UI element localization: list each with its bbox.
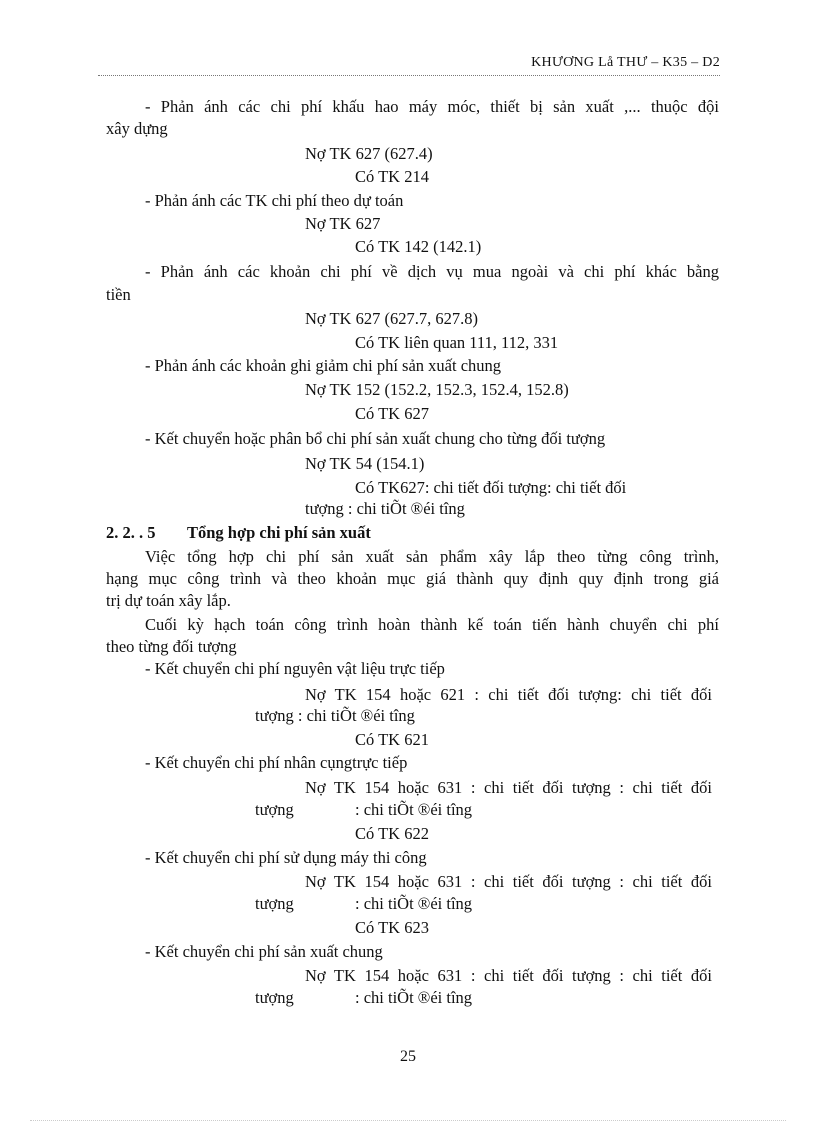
text-line: - Kết chuyển chi phí sử dụng máy thi công xyxy=(145,848,427,867)
journal-entry-debit: Nợ TK 154 hoặc 621 : chi tiết đối tượng: chi tiết đối xyxy=(305,685,712,704)
journal-entry-credit: Có TK 622 xyxy=(355,824,429,843)
section-number: 2. 2. . 5 xyxy=(106,523,156,542)
footer-divider xyxy=(30,1120,786,1121)
text-line: tượng xyxy=(255,988,294,1007)
text-line: - Phản ánh các chi phí khấu hao máy móc, thiết bị sản xuất ,... thuộc đội xyxy=(145,97,719,116)
text-line: - Phản ánh các khoản chi phí về dịch vụ mua ngoài và chi phí khác bằng xyxy=(145,262,719,281)
header-divider xyxy=(98,75,720,76)
journal-entry-credit: Có TK 142 (142.1) xyxy=(355,237,482,256)
page-number: 25 xyxy=(400,1048,416,1065)
journal-entry-credit: Có TK 214 xyxy=(355,167,429,186)
journal-entry-debit: Nợ TK 627 (627.7, 627.8) xyxy=(305,309,478,328)
paragraph-line: Cuối kỳ hạch toán công trình hoàn thành kế toán tiến hành chuyển chi phí xyxy=(145,615,719,634)
text-line: tượng : chi tiÕt ®éi tîng xyxy=(305,499,465,518)
text-line: tượng xyxy=(255,800,294,819)
journal-entry-credit: Có TK 627 xyxy=(355,404,429,423)
running-header: KHƯƠNG Lå THƯ – K35 – D2 xyxy=(531,55,720,70)
journal-entry-debit: Nợ TK 154 hoặc 631 : chi tiết đối tượng : chi tiết đối xyxy=(305,872,712,891)
paragraph-line: Việc tổng hợp chi phí sản xuất sản phẩm xây lắp theo từng công trình, xyxy=(145,547,719,566)
journal-entry-credit: Có TK liên quan 111, 112, 331 xyxy=(355,333,559,352)
text-line: tượng xyxy=(255,894,294,913)
text-line: : chi tiÕt ®éi tîng xyxy=(355,800,473,819)
journal-entry-debit: Nợ TK 627 xyxy=(305,214,381,233)
text-line: - Kết chuyển hoặc phân bổ chi phí sản xuất chung cho từng đối tượng xyxy=(145,429,606,448)
journal-entry-credit: Có TK627: chi tiết đối tượng: chi tiết đối xyxy=(355,478,627,497)
journal-entry-debit: Nợ TK 152 (152.2, 152.3, 152.4, 152.8) xyxy=(305,380,569,399)
journal-entry-debit: Nợ TK 154 hoặc 631 : chi tiết đối tượng : chi tiết đối xyxy=(305,966,712,985)
section-heading: Tổng hợp chi phí sản xuất xyxy=(187,523,371,542)
journal-entry-credit: Có TK 621 xyxy=(355,730,429,749)
text-line: tiền xyxy=(106,285,131,304)
paragraph-line: hạng mục công trình và theo khoản mục giá thành quy định quy định trong giá xyxy=(106,569,719,588)
text-line: tượng : chi tiÕt ®éi tîng xyxy=(255,706,415,725)
text-line: - Phản ánh các khoản ghi giảm chi phí sản xuất chung xyxy=(145,356,502,375)
journal-entry-credit: Có TK 623 xyxy=(355,918,429,937)
text-line: xây dựng xyxy=(106,119,168,138)
text-line: - Kết chuyển chi phí sản xuất chung xyxy=(145,942,383,961)
journal-entry-debit: Nợ TK 154 hoặc 631 : chi tiết đối tượng : chi tiết đối xyxy=(305,778,712,797)
text-line: : chi tiÕt ®éi tîng xyxy=(355,988,473,1007)
paragraph-line: trị dự toán xây lắp. xyxy=(106,591,231,610)
text-line: - Kết chuyển chi phí nhân cụngtrực tiếp xyxy=(145,753,408,772)
paragraph-line: theo từng đối tượng xyxy=(106,637,237,656)
journal-entry-debit: Nợ TK 54 (154.1) xyxy=(305,454,425,473)
text-line: : chi tiÕt ®éi tîng xyxy=(355,894,473,913)
journal-entry-debit: Nợ TK 627 (627.4) xyxy=(305,144,433,163)
text-line: - Kết chuyển chi phí nguyên vật liệu trực tiếp xyxy=(145,659,445,678)
text-line: - Phản ánh các TK chi phí theo dự toán xyxy=(145,191,404,210)
